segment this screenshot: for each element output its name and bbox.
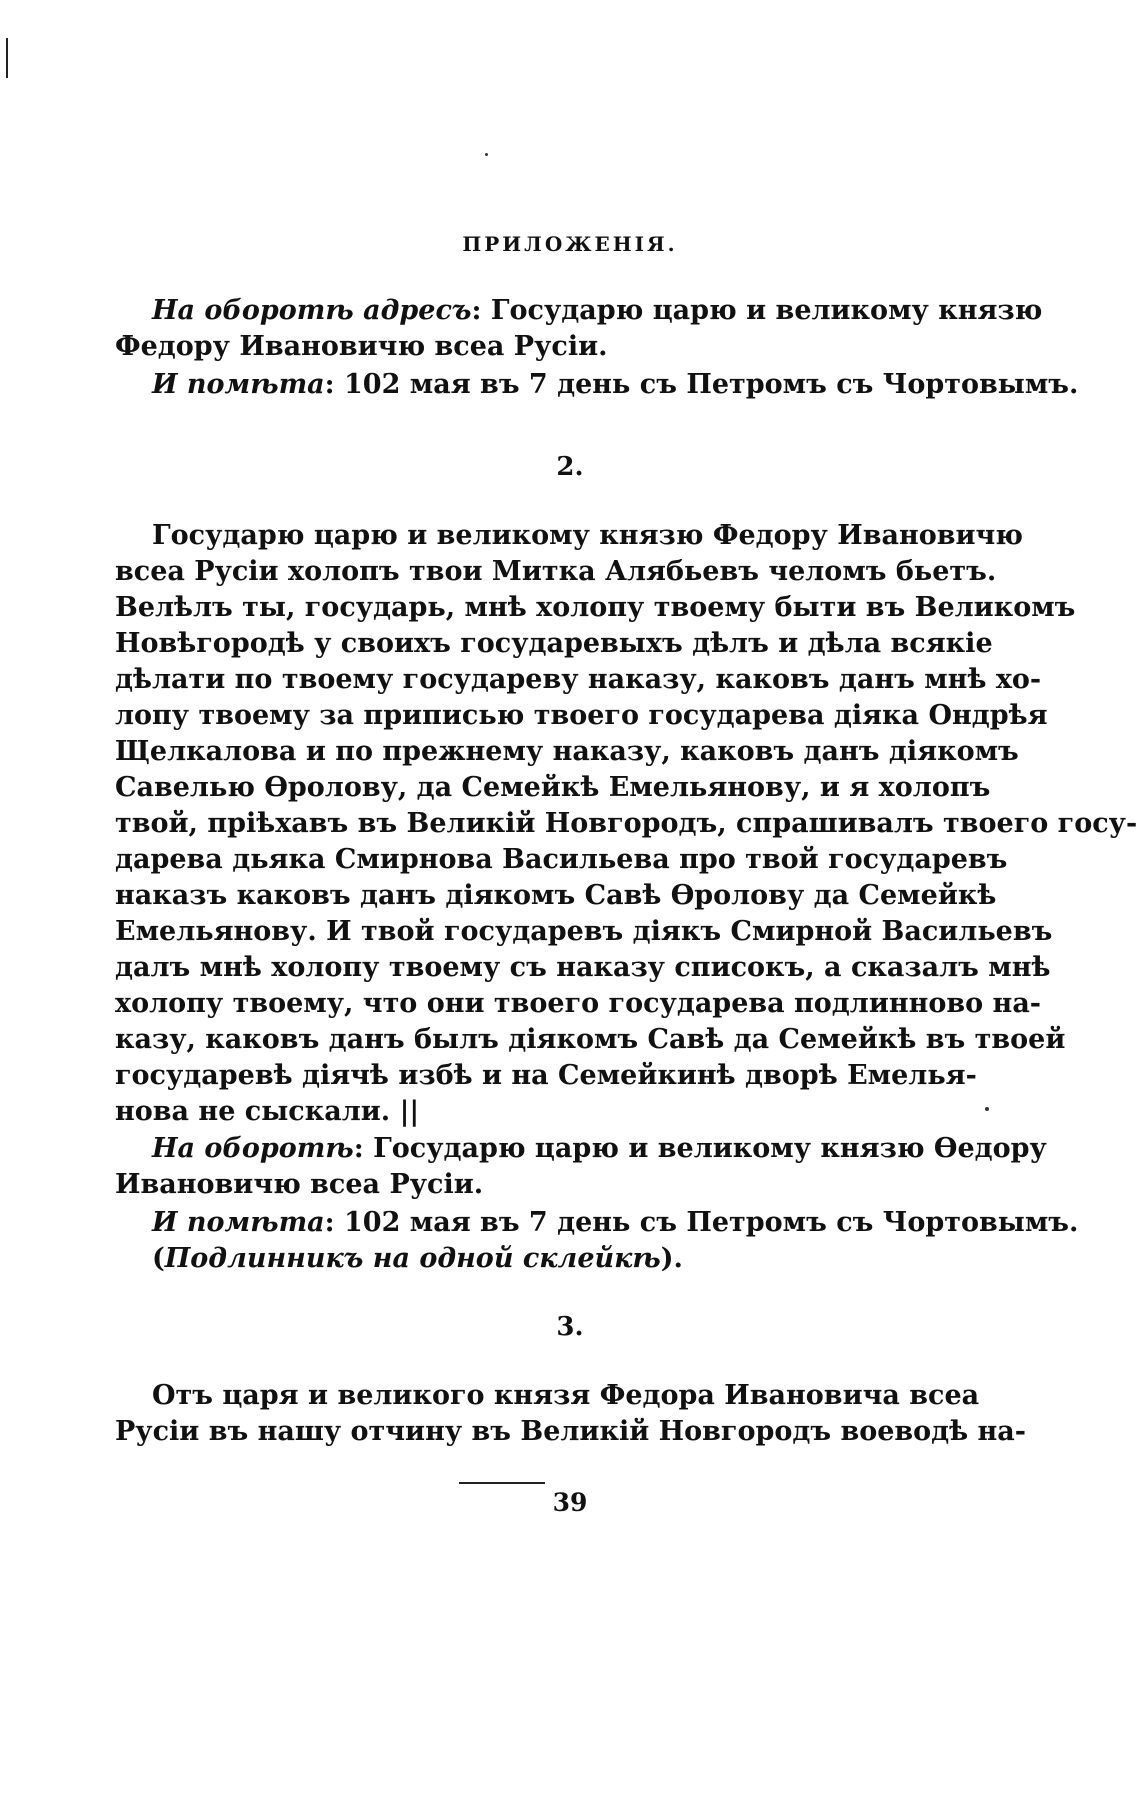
margin-mark: [6, 38, 8, 78]
body-line: Новѣгородѣ у своихъ государевыхъ дѣлъ и дѣла всякіе: [115, 628, 993, 659]
body-line: Щелкалова и по прежнему наказу, каковъ данъ діякомъ: [115, 736, 1019, 767]
speck: [985, 1107, 989, 1111]
note-label: И помѣта: [152, 1207, 325, 1238]
body-line: нова не сыскали. ||: [115, 1096, 420, 1127]
note-label: И помѣта: [152, 369, 325, 400]
reverse-line-2: Ивановичю всеа Русіи.: [115, 1169, 484, 1200]
body-line: холопу твоему, что они твоего государева подлинново на-: [115, 988, 1042, 1019]
body-line: Велѣлъ ты, государь, мнѣ холопу твоему быти въ Великомъ: [115, 592, 1076, 623]
body-line: государевѣ діячѣ избѣ и на Семейкинѣ дворѣ Емелья-: [115, 1060, 977, 1091]
address-label: На оборотѣ адресъ: [152, 295, 472, 326]
section-number-3: 3.: [556, 1312, 584, 1342]
body-line: далъ мнѣ холопу твоему съ наказу списокъ, а сказалъ мнѣ: [115, 952, 1051, 983]
note-line-2: И помѣта: 102 мая въ 7 день съ Петромъ съ Чортовымъ.: [152, 1207, 1079, 1238]
original-note: (Подлинникъ на одной склейкѣ).: [152, 1243, 683, 1274]
body-line: твой, пріѣхавъ въ Великій Новгородъ, спрашивалъ твоего госу-: [115, 808, 1138, 839]
footer-rule: [459, 1482, 545, 1484]
body-line: всеа Русіи холопъ твои Митка Алябьевъ челомъ бьетъ.: [115, 556, 997, 587]
body-line: Емельянову. И твой государевъ діякъ Смирной Васильевъ: [115, 916, 1053, 947]
body-line: Савелью Өролову, да Семейкѣ Емельянову, и я холопъ: [115, 772, 991, 803]
body-line: казу, каковъ данъ былъ діякомъ Савѣ да Семейкѣ въ твоей: [115, 1024, 1066, 1055]
page-number: 39: [552, 1488, 588, 1517]
reverse-label: На оборотѣ: [152, 1133, 354, 1164]
body-line: Государю царю и великому князю Федору Ивановичю: [152, 520, 1023, 551]
original-label: Подлинникъ на одной склейкѣ: [164, 1243, 661, 1274]
page-header: ПРИЛОЖЕНІЯ.: [462, 232, 678, 256]
section-number-2: 2.: [556, 452, 584, 482]
body-line: лопу твоему за приписью твоего государева діяка Ондрѣя: [115, 700, 1048, 731]
body-line: Отъ царя и великого князя Федора Ивановича всеа: [152, 1380, 980, 1411]
body-line: дарева дьяка Смирнова Васильева про твой государевъ: [115, 844, 1008, 875]
body-line: наказъ каковъ данъ діякомъ Савѣ Өролову да Семейкѣ: [115, 880, 997, 911]
reverse-line-1: На оборотѣ: Государю царю и великому князю Өедору: [152, 1133, 1047, 1164]
speck: [485, 153, 488, 156]
address-line-1: На оборотѣ адресъ: Государю царю и великому князю: [152, 295, 1043, 326]
body-line: Русіи въ нашу отчину въ Великій Новгородъ воеводѣ на-: [115, 1416, 1027, 1447]
body-line: дѣлати по твоему государеву наказу, каковъ данъ мнѣ хо-: [115, 664, 1042, 695]
address-line-2: Федору Ивановичю всеа Русіи.: [115, 331, 608, 362]
note-line: И помѣта: 102 мая въ 7 день съ Петромъ съ Чортовымъ.: [152, 369, 1079, 400]
